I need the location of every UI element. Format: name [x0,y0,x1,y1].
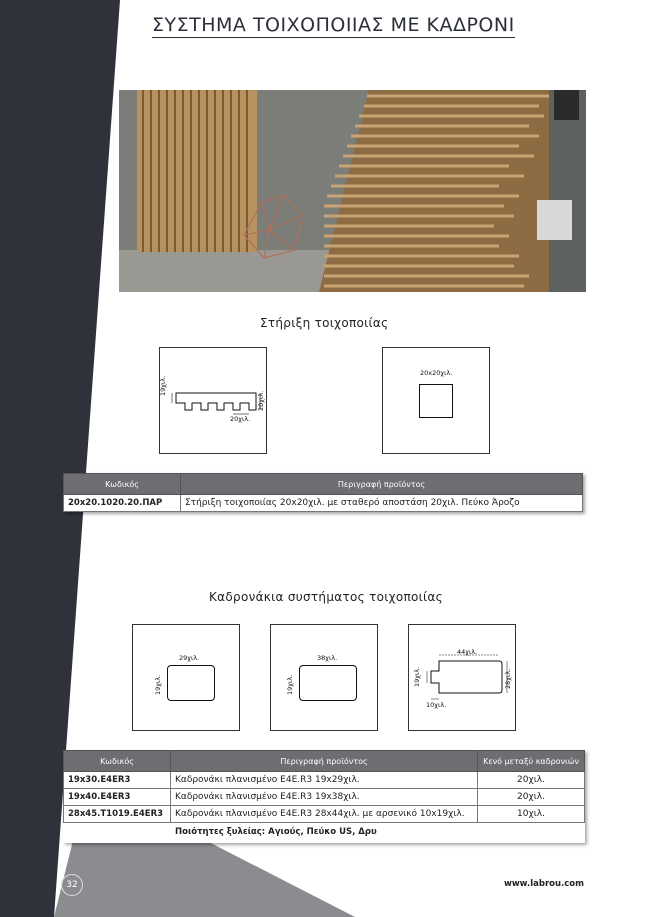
dim-square-label: 20x20χιλ. [420,369,453,377]
cell-description: Στήριξη τοιχοποιίας 20x20χιλ. με σταθερό αποστάση 20χιλ. Πεύκο Άροζο [181,495,583,512]
batten-diagram-1 [132,624,240,731]
header-gap: Κενό μεταξύ καδρονιών [478,751,585,772]
dim-height: 19χιλ. [159,375,167,396]
section-title-battens: Καδρονάκια συστήματος τοιχοποιίας [209,590,443,604]
dim-bottom: 10χιλ. [426,701,447,709]
table-row [64,789,585,806]
page-title: ΣΥΣΤΗΜΑ ΤΟΙΧΟΠΟΙΙΑΣ ΜΕ ΚΑΔΡΟΝΙ [152,14,515,36]
cell-code: 19x40.E4ER3 [64,789,171,806]
batten-diagram-3 [408,624,516,731]
support-square-diagram [382,347,490,454]
page-number: 32 [61,874,83,896]
dim-side: 19χιλ. [286,674,294,695]
wall-cladding-photo [119,90,586,292]
dim-top: 29χιλ. [179,654,200,662]
header-description: Περιγραφή προϊόντος [181,474,583,495]
website-link[interactable]: www.labrou.com [503,879,584,889]
support-table [63,473,583,512]
header-code: Κωδικός [64,474,181,495]
batten-diagram-2 [270,624,378,731]
cell-gap: 20χιλ. [478,789,585,806]
cell-gap: 10χιλ. [478,806,585,823]
dim-width: 20χιλ. [230,415,251,423]
dim-top: 44χιλ. [457,648,478,656]
dim-top: 38χιλ. [317,654,338,662]
note-row [63,823,585,843]
batten-section [167,665,215,701]
dim-side: 19χιλ. [154,674,162,695]
dim-right: 28χιλ. [504,668,512,689]
dim-left: 19χιλ. [413,666,421,687]
vertical-slats [137,90,257,252]
square-section [419,384,453,418]
cell-description: Καδρονάκι πλανισμένο E4E.R3 28x44χιλ. με αρσενικό 10x19χιλ. [171,806,478,823]
cell-code: 19x30.E4ER3 [64,772,171,789]
cell-code: 28x45.T1019.E4ER3 [64,806,171,823]
cell-gap: 20χιλ. [478,772,585,789]
cell-description: Καδρονάκι πλανισμένο E4E.R3 19x38χιλ. [171,789,478,806]
table-row [64,495,583,512]
cell-code: 20x20.1020.20.ΠΑΡ [64,495,181,512]
wood-quality-note: Ποιότητες ξυλείας: Αγιούς, Πεύκο US, Δρυ [175,827,377,837]
dim-total: 20χιλ. [257,390,265,411]
cell-description: Καδρονάκι πλανισμένο E4E.R3 19x29χιλ. [171,772,478,789]
support-profile-diagram [159,347,267,454]
header-code: Κωδικός [64,751,171,772]
table-row [64,806,585,823]
header-description: Περιγραφή προϊόντος [171,751,478,772]
batten-section [299,665,357,701]
table-row [64,772,585,789]
battens-table [63,750,585,843]
section-title-support: Στήριξη τοιχοποιίας [260,316,389,330]
